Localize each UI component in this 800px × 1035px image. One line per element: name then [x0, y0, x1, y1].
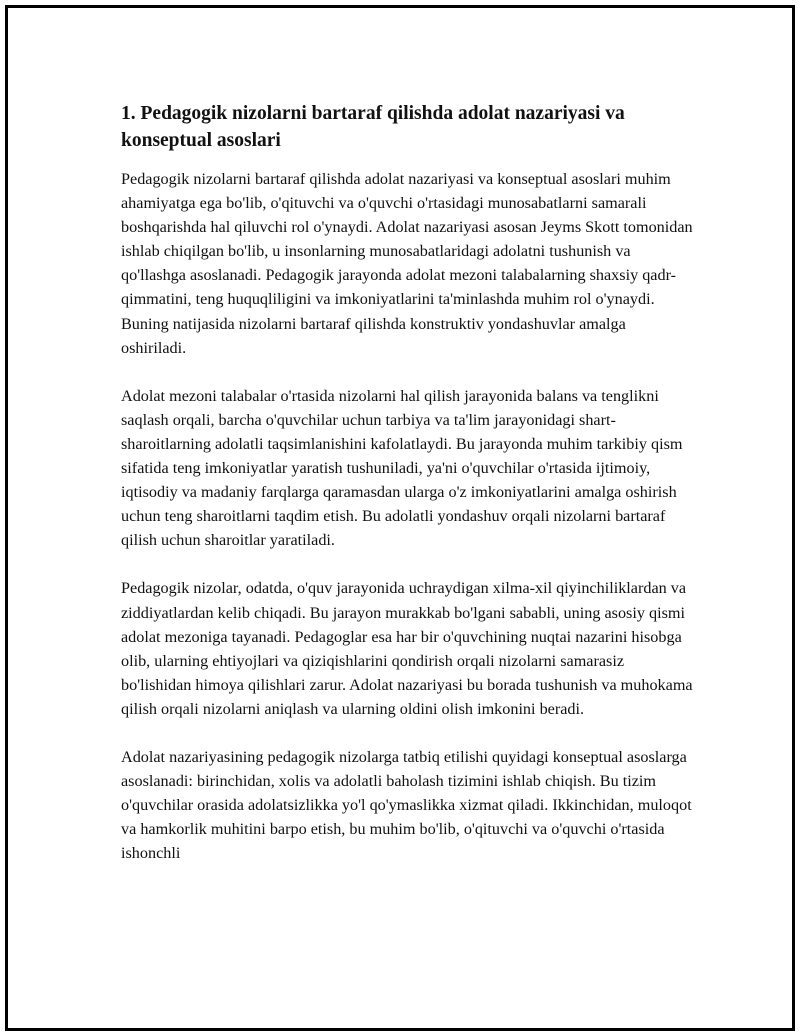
paragraph: Adolat nazariyasining pedagogik nizolarga tatbiq etilishi quyidagi konseptual asoslarga asoslanadi: birinchidan, xolis va adolatli baholash tizimini ishlab chiqish. Bu tizim o'quvchilar orasida adolatsizlikka yo'l qo'ymaslikka xizmat qiladi. Ikkinchidan, muloqot va hamkorlik muhitini barpo etish, bu muhim bo'lib, o'qituvchi va o'quvchi o'rtasida ishonchli	[121, 747, 692, 863]
page-frame	[5, 5, 795, 1031]
paragraph: Pedagogik nizolar, odatda, o'quv jarayonida uchraydigan xilma-xil qiyinchiliklardan va ziddiyatlardan kelib chiqadi. Bu jarayon murakkab bo'lgani sababli, uning asosiy qismi adolat mezoniga tayanadi. Pedagoglar esa har bir o'quvchining nuqtai nazarini hisobga olib, ularning ehtiyojlari va qiziqishlarini qondirish orqali nizolarni samarasiz bo'lishidan himoya qilishlari zarur. Adolat nazariyasi bu borada tushunish va muhokama qilish orqali nizolarni aniqlash va ularning oldini olish imkonini beradi.	[121, 579, 693, 718]
document-body	[121, 100, 693, 889]
paragraph: Adolat mezoni talabalar o'rtasida nizolarni hal qilish jarayonida balans va tenglikni saqlash orqali, barcha o'quvchilar uchun tarbiya va ta'lim jarayonidagi shart-sharoitlarning adolatli taqsimlanishini kafolatlaydi. Bu jarayonda muhim tarkibiy qism sifatida teng imkoniyatlar yaratish tushuniladi, ya'ni o'quvchilar o'rtasida ijtimoiy, iqtisodiy va madaniy farqlarga qaramasdan ularga o'z imkoniyatlarini amalga oshirish uchun teng sharoitlarni taqdim etish. Bu adolatli yondashuv orqali nizolarni bartaraf qilish uchun sharoitlar yaratiladi.	[121, 386, 683, 550]
section-heading: 1. Pedagogik nizolarni bartaraf qilishda adolat nazariyasi va konseptual asoslari	[121, 103, 625, 151]
paragraph: Pedagogik nizolarni bartaraf qilishda adolat nazariyasi va konseptual asoslari muhim ahamiyatga ega bo'lib, o'qituvchi va o'quvchi o'rtasidagi munosabatlarni samarali boshqarishda hal qiluvchi rol o'ynaydi. Adolat nazariyasi asosan Jeyms Skott tomonidan ishlab chiqilgan bo'lib, u insonlarning munosabatlaridagi adolatni tushunish va qo'llashga asoslanadi. Pedagogik jarayonda adolat mezoni talabalarning shaxsiy qadr-qimmatini, teng huquqliligini va imkoniyatlarini ta'minlashda muhim rol o'ynaydi. Buning natijasida nizolarni bartaraf qilishda konstruktiv yondashuvlar amalga oshiriladi.	[121, 170, 693, 357]
